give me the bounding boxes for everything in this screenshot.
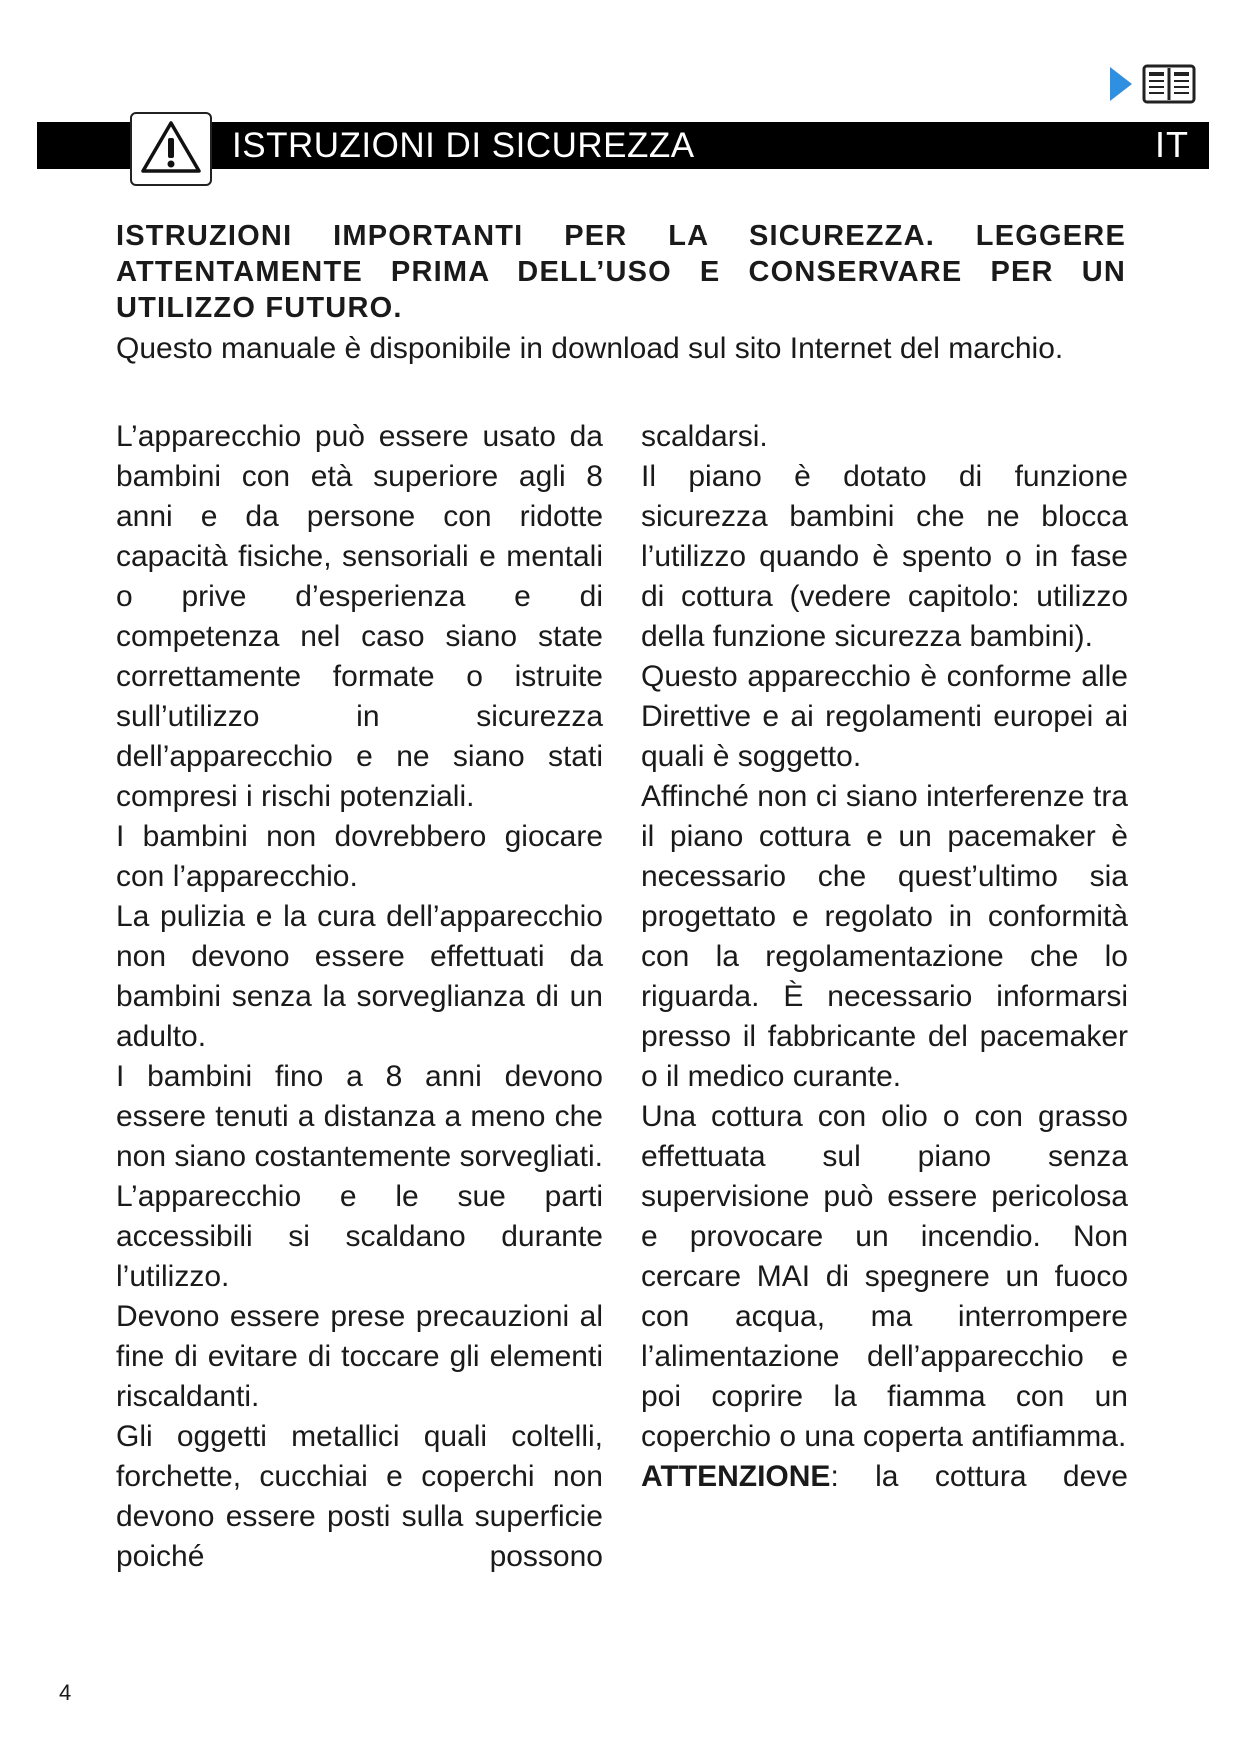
attention-text: : la cottura deve [830, 1460, 1128, 1493]
paragraph: Affinché non ci siano interferenze tra il piano cottura e un pacemaker è necessario che quest’ultimo sia progettato e regolato in conformità con la regolamentazione che lo riguarda. È necessario informarsi presso il fabbricante del pacemaker o il medico curante. [641, 780, 1128, 1093]
attention-label: ATTENZIONE [641, 1460, 831, 1493]
page-title: ISTRUZIONI DI SICUREZZA [232, 126, 695, 165]
attention-paragraph [641, 1457, 1128, 1497]
book-icon [1142, 64, 1196, 104]
paragraph: Il piano è dotato di funzione sicurezza bambini che ne blocca l’utilizzo quando è spento o in fase di cottura (vedere capitolo: utilizzo della funzione sicurezza bambini). [641, 460, 1128, 653]
warning-box [130, 112, 212, 186]
paragraph: Questo apparecchio è conforme alle Direttive e ai regolamenti europei ai quali è soggetto. [641, 660, 1128, 773]
play-arrow-icon [1108, 65, 1134, 103]
intro-important-notice: ISTRUZIONI IMPORTANTI PER LA SICUREZZA. LEGGERE ATTENTAMENTE PRIMA DELL’USO E CONSERVARE PER UN UTILIZZO FUTURO. [116, 220, 1126, 324]
language-code: IT [1155, 124, 1189, 165]
paragraph: Gli oggetti metallici quali coltelli, forchette, cucchiai e coperchi non devono essere posti sulla superficie poiché possono [116, 1420, 603, 1573]
paragraph: Una cottura con olio o con grasso effettuata sul piano senza supervisione può essere pericolosa e provocare un incendio. Non cercare MAI di spegnere un fuoco con acqua, ma interrompere l’alimentazione dell’apparecchio e poi coprire la fiamma con un coperchio o una coperta antifiamma. [641, 1100, 1128, 1453]
right-column [641, 417, 1128, 1497]
paragraph: I bambini fino a 8 anni devono essere tenuti a distanza a meno che non siano costantemente sorvegliati. [116, 1060, 603, 1173]
paragraph: scaldarsi. [641, 420, 768, 453]
paragraph: I bambini non dovrebbero giocare con l’apparecchio. [116, 820, 603, 893]
page-number: 4 [59, 1680, 72, 1705]
warning-icon [140, 120, 202, 179]
paragraph: Devono essere prese precauzioni al fine di evitare di toccare gli elementi riscaldanti. [116, 1300, 603, 1413]
intro-download-note: Questo manuale è disponibile in download sul sito Internet del marchio. [116, 332, 1064, 365]
page-nav [1108, 64, 1196, 104]
paragraph: L’apparecchio può essere usato da bambini con età superiore agli 8 anni e da persone con ridotte capacità fisiche, sensoriali e mentali o prive d’esperienza e di competenza nel caso siano state correttamente formate o istruite sull’utilizzo in sicurezza dell’apparecchio e ne siano stati compresi i rischi potenziali. [116, 420, 603, 813]
paragraph: La pulizia e la cura dell’apparecchio non devono essere effettuati da bambini senza la sorveglianza di un adulto. [116, 900, 603, 1053]
left-column [116, 417, 603, 1577]
paragraph: L’apparecchio e le sue parti accessibili si scaldano durante l’utilizzo. [116, 1180, 603, 1293]
